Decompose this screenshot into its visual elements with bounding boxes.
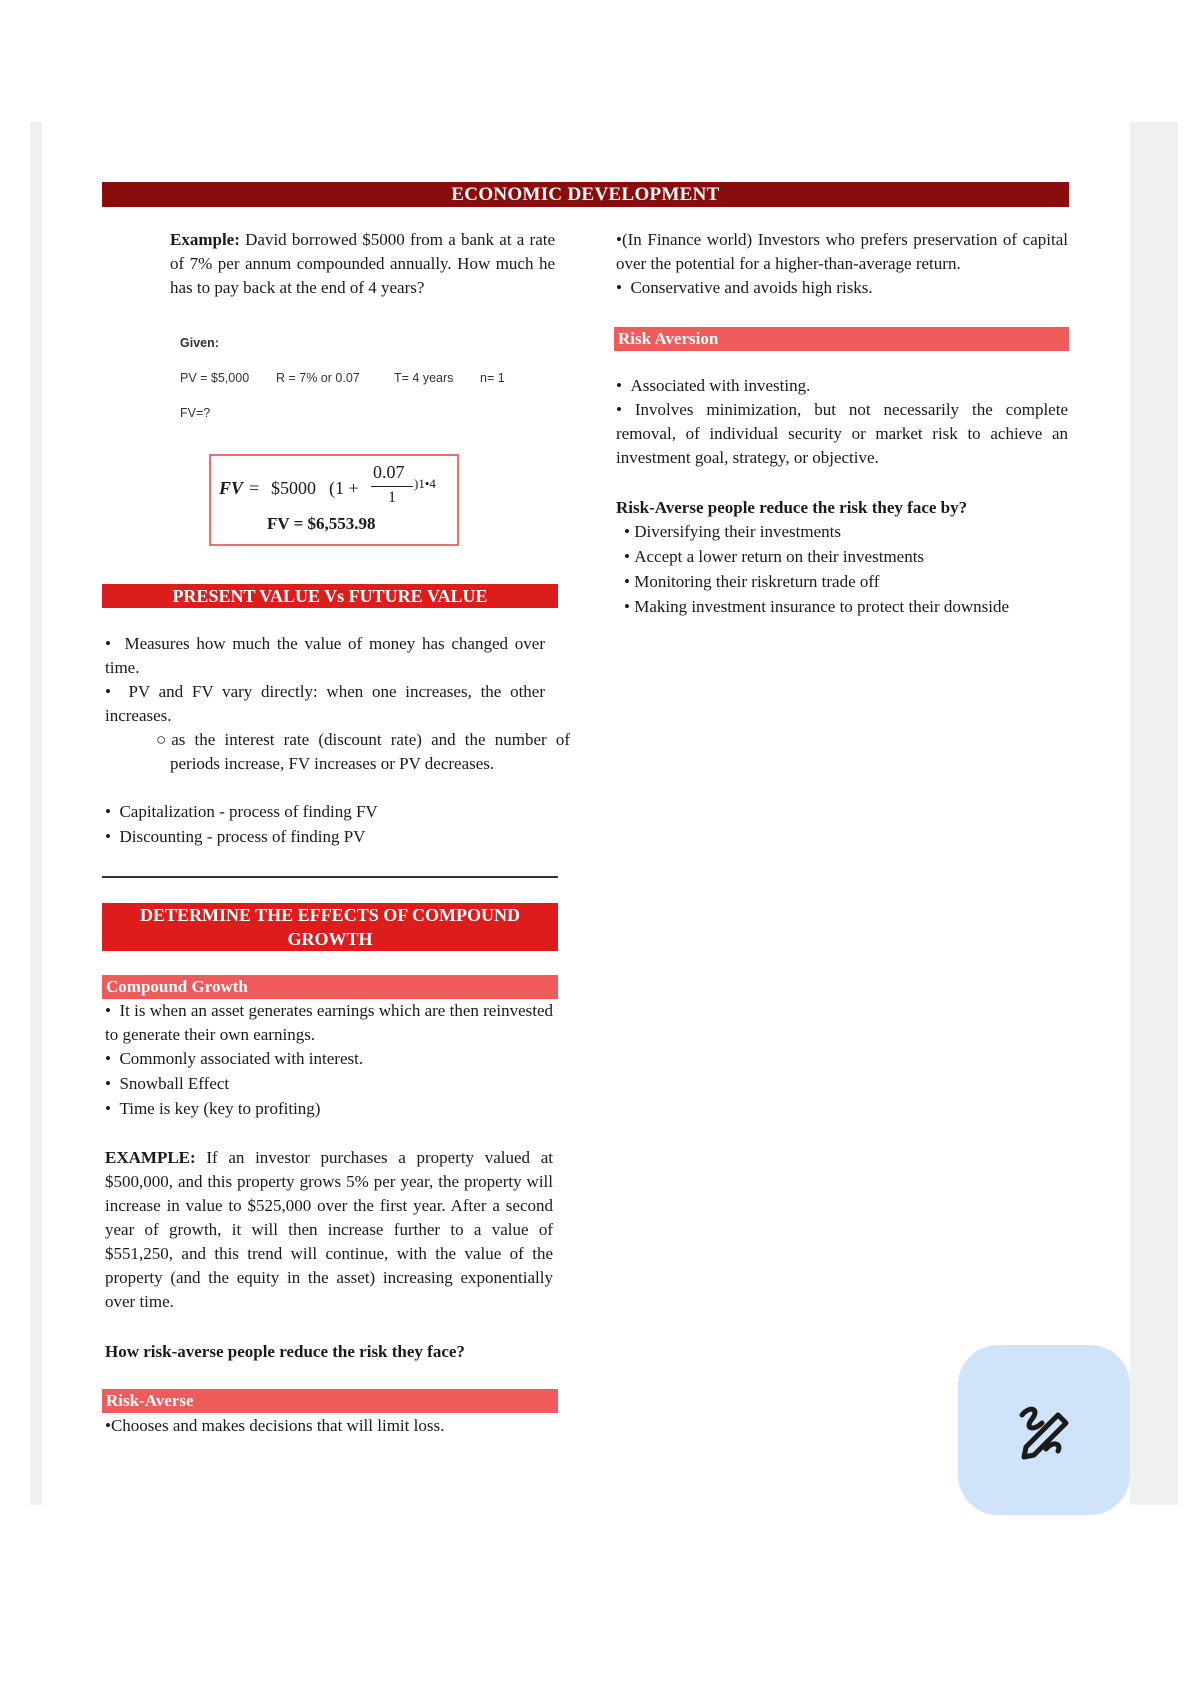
- pv-fv-bullet-4: • Discounting - process of finding PV: [105, 827, 366, 846]
- compound-example-text: If an investor purchases a property valued at $500,000, and this property grows 5% per year, the property will increase in value to $525,000 over the first year. After a second year of growth, it will then increase further to a value of $551,250, and this trend will continue, with the value of the property (and the equity in the asset) increasing exponentially over time.: [105, 1148, 554, 1311]
- reduce-bullet-3: • Monitoring their riskreturn trade off: [624, 572, 880, 591]
- subheading-compound-growth: Compound Growth: [102, 975, 558, 999]
- formula-open: (1 +: [329, 478, 359, 498]
- fraction-bar: [371, 486, 413, 487]
- subheading-risk-averse: Risk-Averse: [102, 1389, 558, 1413]
- aversion-bullet-1: • Associated with investing.: [616, 376, 811, 395]
- compound-bullet-2: • Commonly associated with interest.: [105, 1049, 364, 1068]
- given-rate: R = 7% or 0.07: [276, 371, 360, 385]
- given-n: n= 1: [480, 371, 505, 385]
- reduce-question-heading: Risk-Averse people reduce the risk they face by?: [616, 498, 968, 517]
- formula-equals: =: [249, 478, 260, 498]
- formula-principal: $5000: [271, 478, 316, 498]
- compound-bullet-4: • Time is key (key to profiting): [105, 1099, 321, 1118]
- formula-exponent: )1•4: [414, 476, 436, 491]
- given-time: T= 4 years: [394, 371, 454, 385]
- reduce-bullet-1: • Diversifying their investments: [624, 522, 842, 541]
- section-banner-compound-growth: DETERMINE THE EFFECTS OF COMPOUND GROWTH: [102, 903, 558, 951]
- given-pv: PV = $5,000: [180, 371, 250, 385]
- example-text: David borrowed $5000 from a bank at a rate of 7% per annum compounded annually. How much he has to pay back at the end of 4 years?: [170, 230, 556, 297]
- pv-fv-bullet-1: • Measures how much the value of money has changed over time.: [105, 634, 545, 677]
- risk-question-heading: How risk-averse people reduce the risk they face?: [105, 1342, 465, 1361]
- pv-fv-sub-bullet: ○as the interest rate (discount rate) and the number of periods increase, FV increases or PV decreases.: [156, 730, 570, 773]
- formula-result: FV = $6,553.98: [267, 514, 376, 533]
- page-margin-right: [1130, 122, 1178, 1505]
- right-intro-bullet-2: • Conservative and avoids high risks.: [616, 278, 873, 297]
- page-margin-left: [30, 122, 42, 1505]
- aversion-bullet-2: • Involves minimization, but not necessarily the complete removal, of individual security or market risk to achieve an investment goal, strategy, or objective.: [616, 400, 1068, 467]
- pv-fv-bullet-3: • Capitalization - process of finding FV: [105, 802, 378, 821]
- compound-example-label: EXAMPLE:: [105, 1148, 196, 1167]
- reduce-bullet-2: • Accept a lower return on their investments: [624, 547, 925, 566]
- pv-fv-bullet-2: • PV and FV vary directly: when one increases, the other increases.: [105, 682, 546, 725]
- fv-unknown: FV=?: [180, 406, 211, 420]
- edit-fab-button[interactable]: [958, 1345, 1130, 1515]
- formula-box: [209, 454, 459, 546]
- risk-averse-bullet: •Chooses and makes decisions that will limit loss.: [105, 1416, 445, 1435]
- compound-bullet-1: • It is when an asset generates earnings which are then reinvested to generate their own earnings.: [105, 1001, 554, 1044]
- given-label: Given:: [180, 336, 219, 350]
- formula-numerator: 0.07: [373, 462, 405, 482]
- compound-bullet-3: • Snowball Effect: [105, 1074, 230, 1093]
- formula-denominator: 1: [388, 489, 396, 506]
- section-banner-economic-development: ECONOMIC DEVELOPMENT: [102, 182, 1069, 207]
- reduce-bullet-4: • Making investment insurance to protect their downside: [624, 597, 1010, 616]
- example-paragraph: [170, 228, 555, 300]
- subheading-risk-aversion: Risk Aversion: [614, 327, 1069, 351]
- section-banner-pv-fv: PRESENT VALUE Vs FUTURE VALUE: [102, 584, 558, 608]
- example-label: Example:: [170, 230, 240, 249]
- right-intro-bullet-1: •(In Finance world) Investors who prefers preservation of capital over the potential for a higher-than-average return.: [616, 230, 1068, 273]
- compound-example-paragraph: [105, 1146, 553, 1314]
- section-divider: [102, 876, 558, 878]
- formula-lhs: FV: [219, 478, 244, 498]
- pen-scribble-icon: [1012, 1397, 1076, 1461]
